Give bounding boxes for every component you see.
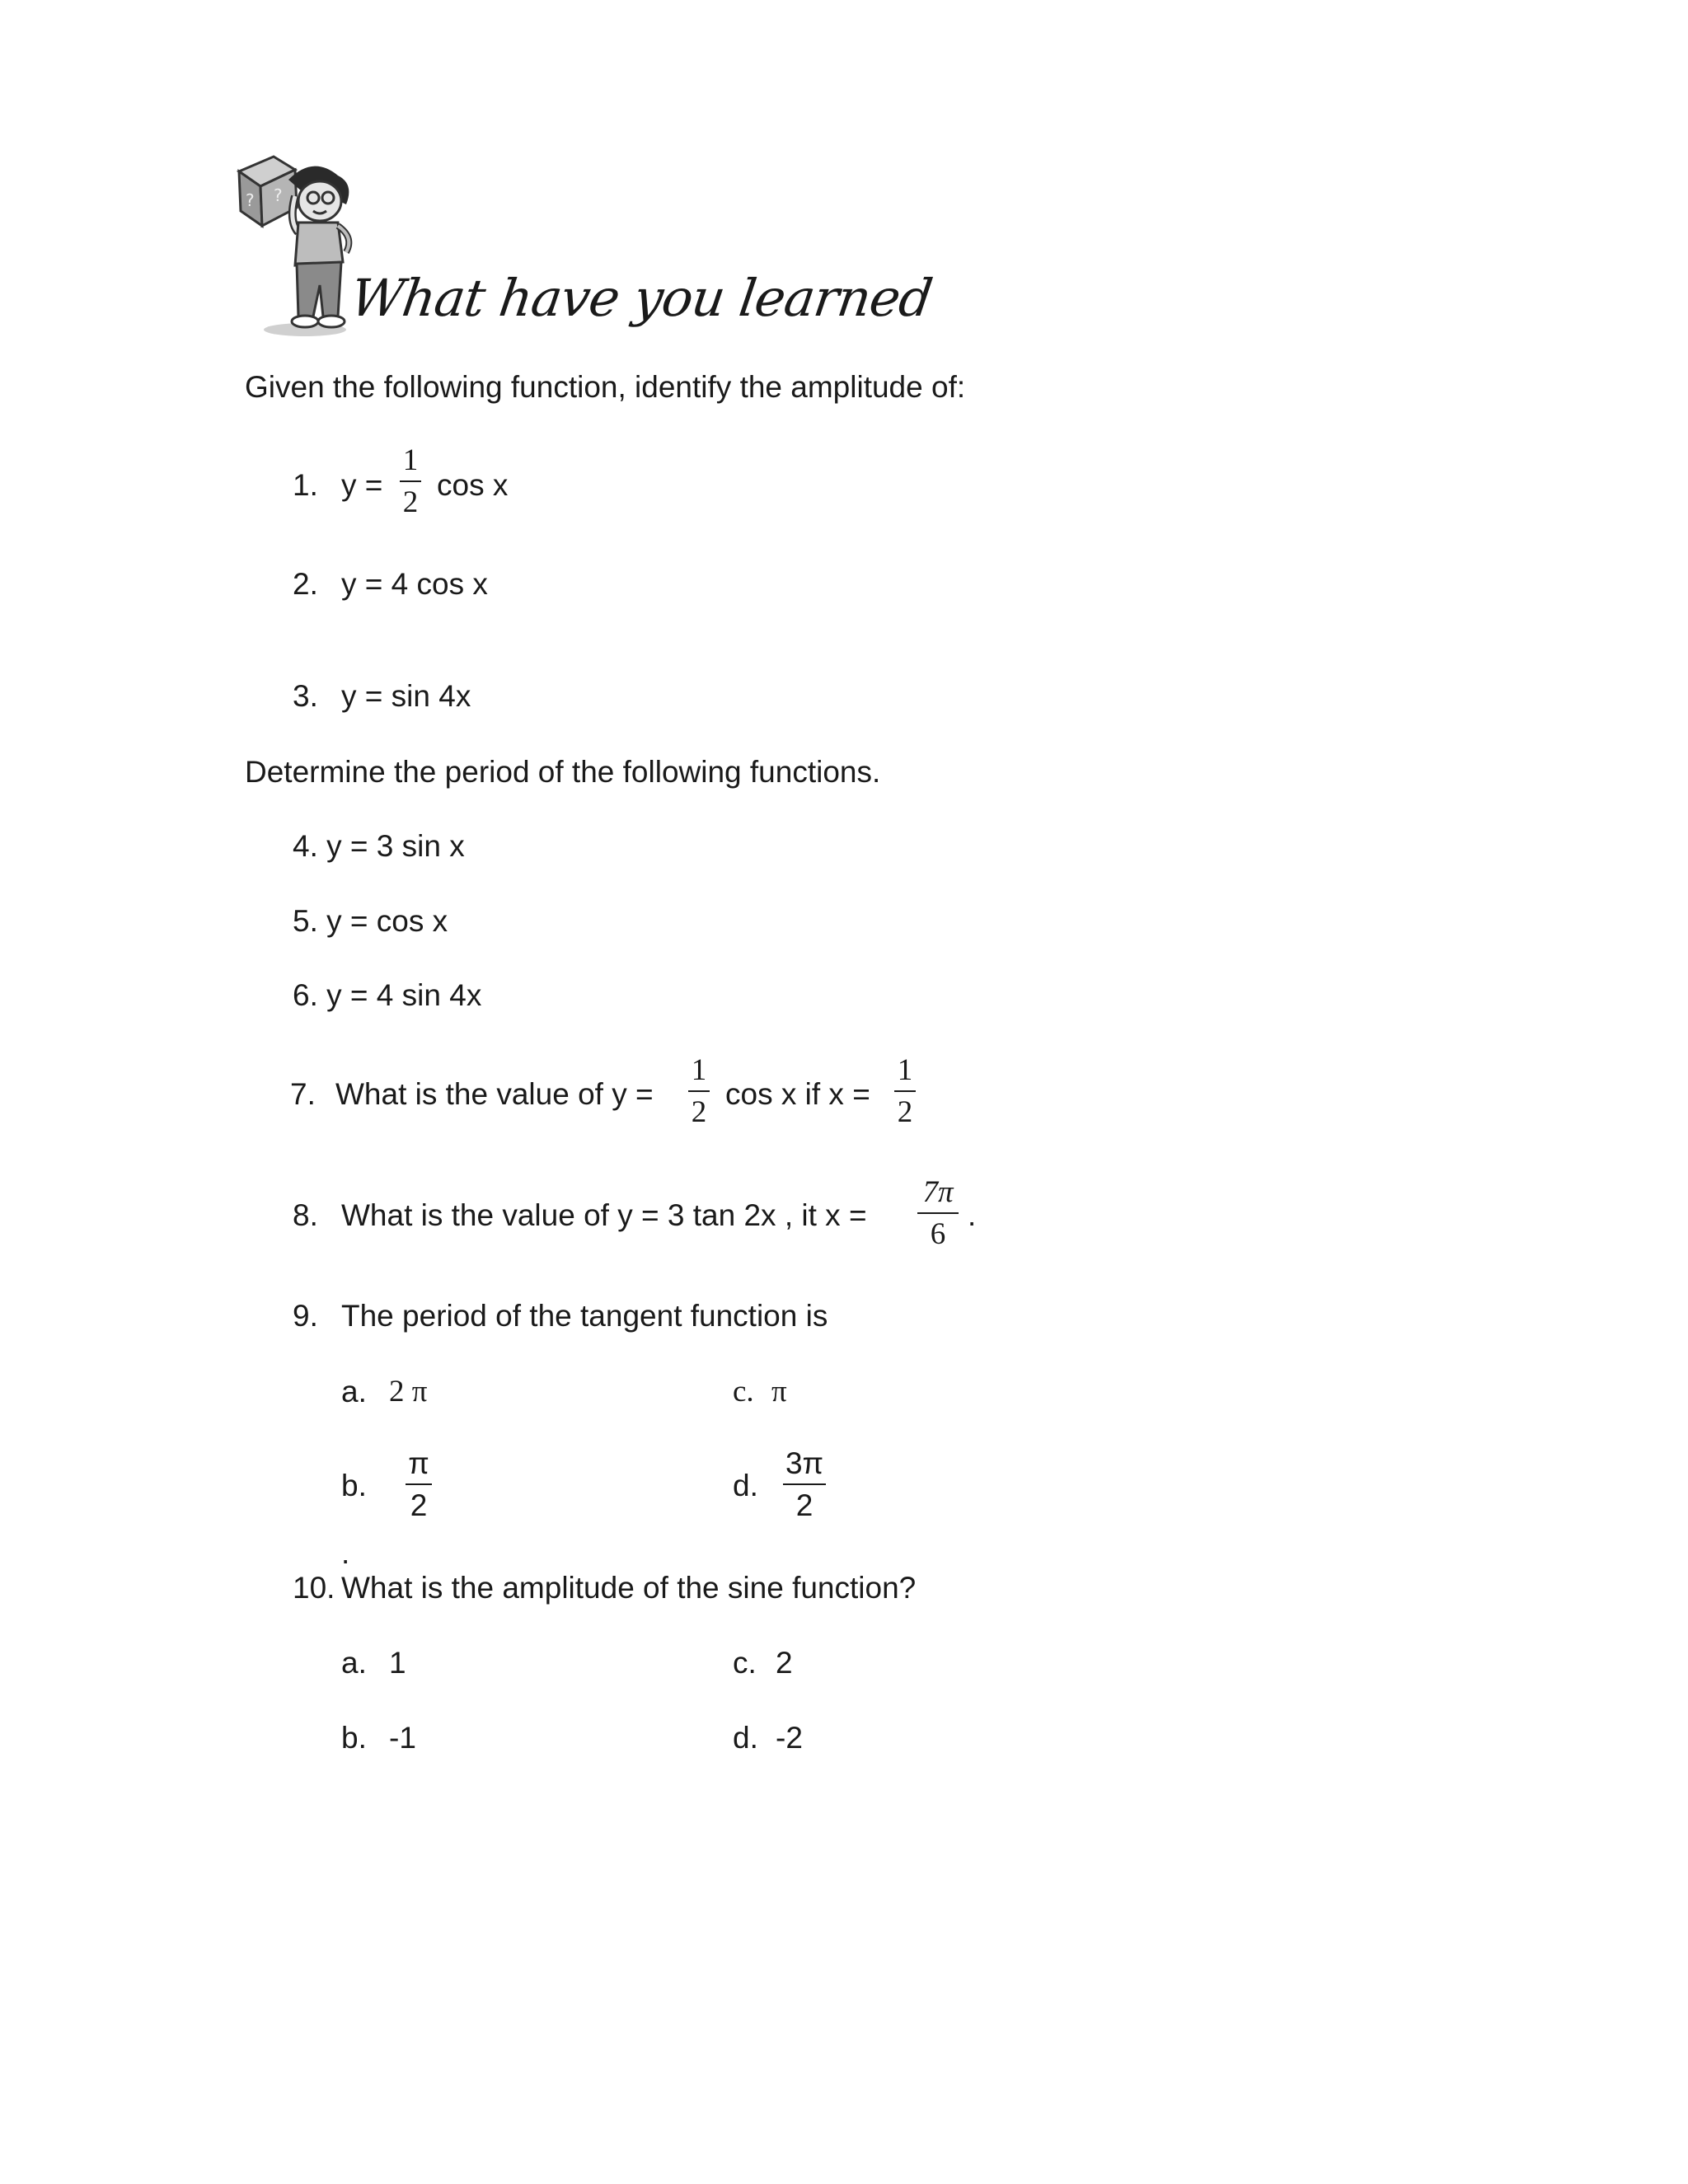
- choice-b-fraction: π 2: [402, 1448, 435, 1521]
- equation: y = sin 4x: [341, 679, 471, 713]
- equation-lhs: y =: [341, 468, 383, 502]
- choice-c-value: π: [771, 1375, 787, 1408]
- question-text: The period of the tangent function is: [341, 1299, 828, 1333]
- question-number: 10.: [293, 1571, 335, 1605]
- question-4: 4. y = 3 sin x: [293, 829, 465, 863]
- choice-a-label: a.: [341, 1646, 367, 1680]
- stray-dot: .: [341, 1536, 350, 1570]
- choice-d-value: -2: [776, 1721, 803, 1755]
- amplitude-instructions: Given the following function, identify the amplitude of:: [245, 370, 966, 404]
- equation: y = 4 cos x: [341, 567, 488, 601]
- question-number: 1.: [293, 468, 318, 502]
- choice-d-label: d.: [733, 1469, 758, 1502]
- question-6: 6. y = 4 sin 4x: [293, 978, 482, 1012]
- choice-b-label: b.: [341, 1721, 367, 1755]
- question-number: 3.: [293, 679, 318, 713]
- choice-c-value: 2: [776, 1646, 793, 1680]
- question-text: What is the amplitude of the sine function?: [341, 1571, 917, 1605]
- fraction-one-half: 1 2: [890, 1055, 920, 1127]
- question-5: 5. y = cos x: [293, 904, 448, 938]
- question-number: 9.: [293, 1299, 318, 1333]
- question-text-mid: cos x if x =: [725, 1077, 870, 1111]
- question-number: 2.: [293, 567, 318, 601]
- choice-d-label: d.: [733, 1721, 758, 1755]
- question-period: .: [968, 1198, 977, 1232]
- page-title: What have you learned: [346, 268, 936, 328]
- fraction-one-half: 1 2: [396, 445, 425, 518]
- choice-c-label: c.: [733, 1375, 754, 1408]
- choice-b-value: -1: [389, 1721, 416, 1755]
- choice-b-label: b.: [341, 1469, 367, 1502]
- choice-a-label: a.: [341, 1375, 367, 1408]
- question-text: What is the value of y =: [335, 1077, 654, 1111]
- fraction-seven-pi-over-six: 7π 6: [915, 1177, 961, 1249]
- fraction-one-half: 1 2: [684, 1055, 714, 1127]
- svg-text:?: ?: [246, 190, 255, 210]
- question-text: What is the value of y = 3 tan 2x , it x =: [341, 1198, 867, 1232]
- choice-a-value: 2 π: [389, 1375, 428, 1408]
- choice-d-fraction: 3π 2: [781, 1448, 828, 1521]
- period-instructions: Determine the period of the following functions.: [245, 755, 881, 789]
- svg-text:?: ?: [274, 185, 283, 205]
- choice-a-value: 1: [389, 1646, 406, 1680]
- question-number: 8.: [293, 1198, 318, 1232]
- equation-rhs: cos x: [437, 468, 509, 502]
- question-box-icon: [239, 157, 297, 226]
- question-number: 7.: [290, 1077, 316, 1111]
- choice-c-label: c.: [733, 1646, 757, 1680]
